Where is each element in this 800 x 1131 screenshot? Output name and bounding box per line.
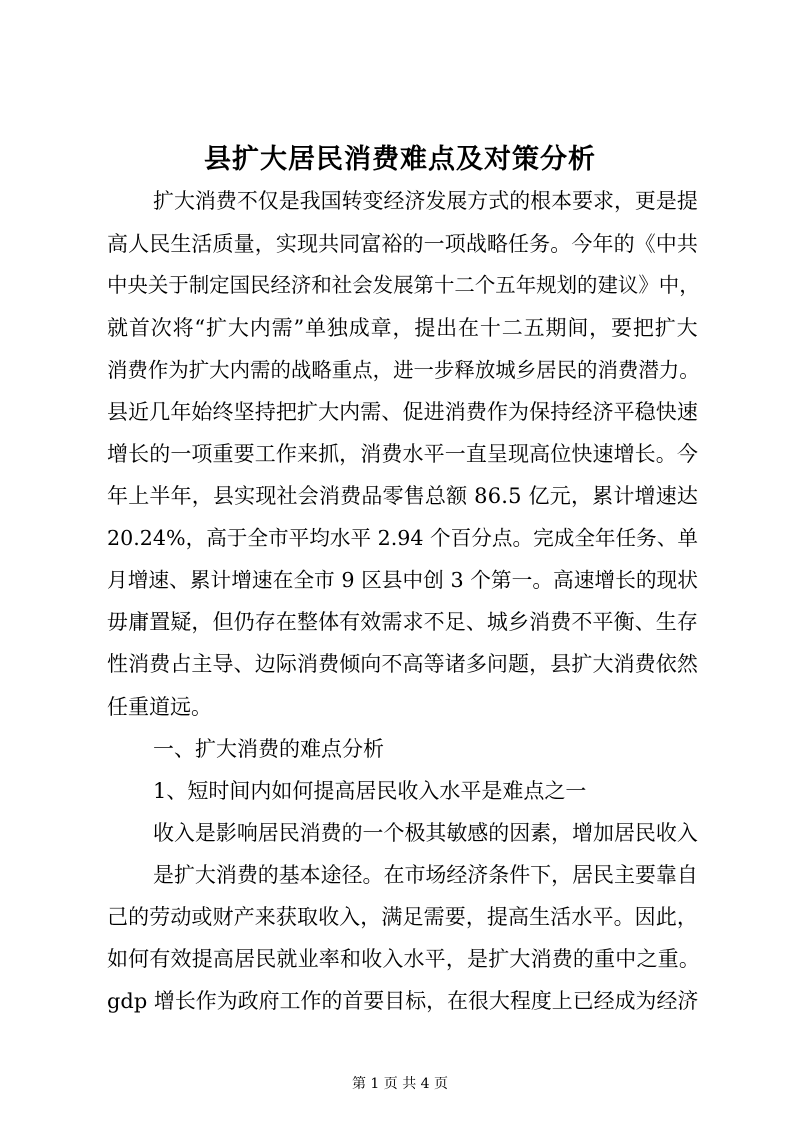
paragraph-line: 是扩大消费的基本途径。在市场经济条件下，居民主要靠自 xyxy=(153,863,698,887)
paragraph-line: 任重道远。 xyxy=(107,695,212,719)
paragraph-line: 己的劳动或财产来获取收入，满足需要，提高生活水平。因此， xyxy=(107,905,698,929)
paragraph-line: 中央关于制定国民经济和社会发展第十二个五年规划的建议》中， xyxy=(107,273,700,297)
paragraph-line: 就首次将“扩大内需”单独成章，提出在十二五期间，要把扩大 xyxy=(107,316,699,340)
paragraph-line: 高人民生活质量，实现共同富裕的一项战略任务。今年的《中共 xyxy=(107,232,698,256)
page-number-footer: 第 1 页 共 4 页 xyxy=(351,1076,449,1092)
document-title: 县扩大居民消费难点及对策分析 xyxy=(204,144,596,175)
paragraph-line: 消费作为扩大内需的战略重点，进一步释放城乡居民的消费潜力。 xyxy=(107,358,700,382)
paragraph-line: 收入是影响居民消费的一个极其敏感的因素，增加居民收入 xyxy=(153,821,698,845)
paragraph-line: 扩大消费不仅是我国转变经济发展方式的根本要求，更是提 xyxy=(153,189,698,213)
subsection-heading: 1、短时间内如何提高居民收入水平是难点之一 xyxy=(153,779,587,803)
paragraph-line: gdp 增长作为政府工作的首要目标，在很大程度上已经成为经济 xyxy=(107,989,699,1013)
paragraph-line: 性消费占主导、边际消费倾向不高等诸多问题，县扩大消费依然 xyxy=(107,652,698,676)
paragraph-line: 20.24%，高于全市平均水平 2.94 个百分点。完成全年任务、单 xyxy=(107,526,698,550)
paragraph-line: 县近几年始终坚持把扩大内需、促进消费作为保持经济平稳快速 xyxy=(107,400,698,424)
paragraph-line: 毋庸置疑，但仍存在整体有效需求不足、城乡消费不平衡、生存 xyxy=(107,610,698,634)
paragraph-line: 如何有效提高居民就业率和收入水平，是扩大消费的重中之重。 xyxy=(107,947,700,971)
paragraph-line: 年上半年，县实现社会消费品零售总额 86.5 亿元，累计增速达 xyxy=(107,484,699,508)
paragraph-line: 增长的一项重要工作来抓，消费水平一直呈现高位快速增长。今 xyxy=(107,442,698,466)
section-heading: 一、扩大消费的难点分析 xyxy=(153,737,384,761)
paragraph-line: 月增速、累计增速在全市 9 区县中创 3 个第一。高速增长的现状 xyxy=(107,568,698,592)
